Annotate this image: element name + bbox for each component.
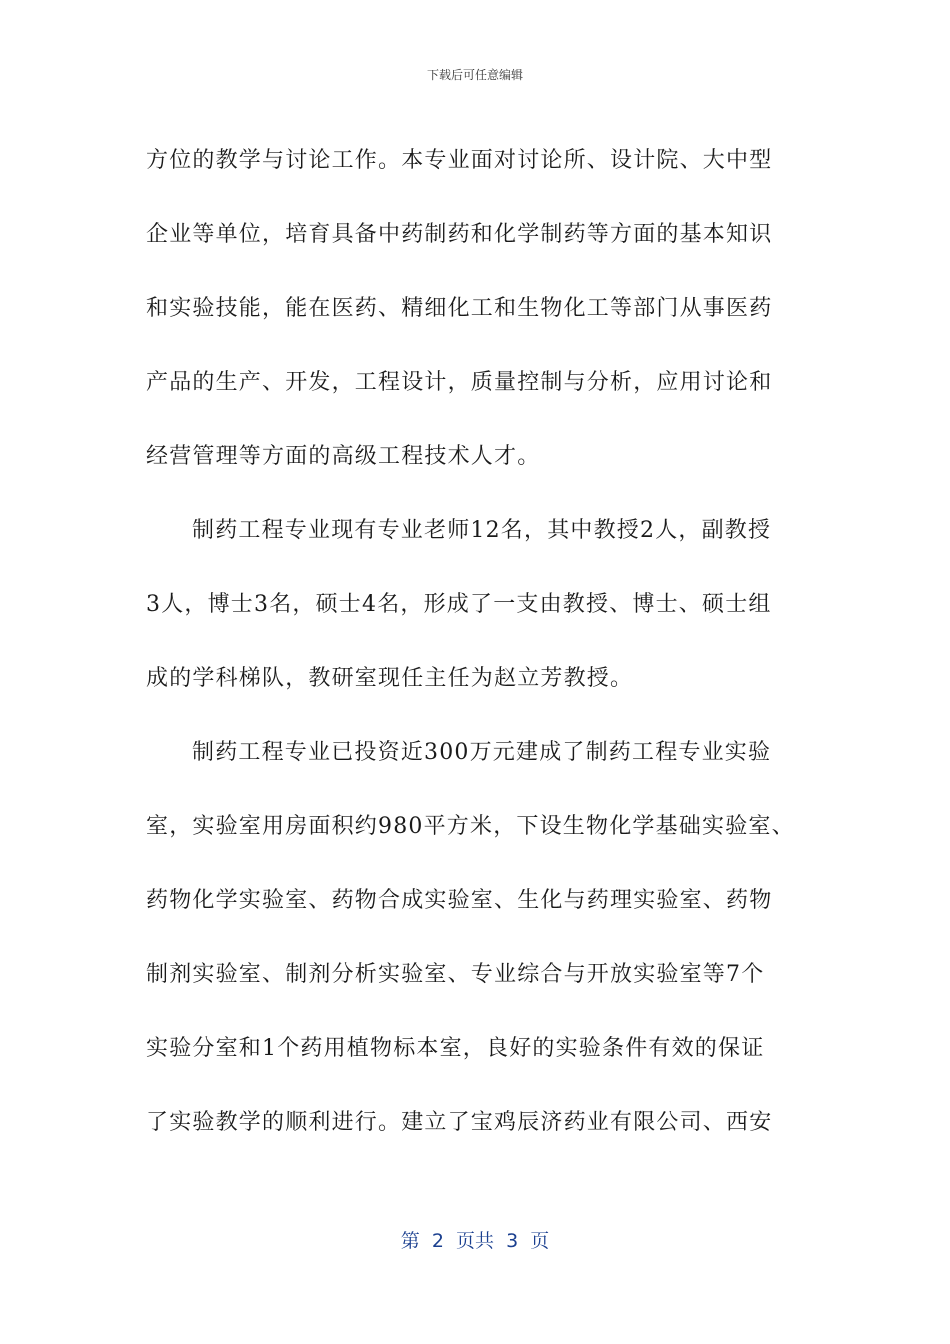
- page-number-footer: 第 2 页共 3 页: [400, 1230, 550, 1252]
- text-line: 经营管理等方面的高级工程技术人才。: [146, 444, 541, 469]
- paragraph-1: [146, 124, 806, 494]
- text-line: 和实验技能，能在医药、精细化工和生物化工等部门从事医药: [146, 296, 773, 321]
- text-line: 制药工程专业现有专业老师12名，其中教授2人，副教授: [192, 518, 772, 543]
- text-line: 企业等单位，培育具备中药制药和化学制药等方面的基本知识: [146, 222, 773, 247]
- paragraph-3: [146, 716, 806, 1160]
- text-line: 3人，博士3名，硕士4名，形成了一支由教授、博士、硕士组: [146, 592, 772, 617]
- text-line: 药物化学实验室、药物合成实验室、生化与药理实验室、药物: [146, 888, 773, 913]
- text-line: 产品的生产、开发，工程设计，质量控制与分析，应用讨论和: [146, 370, 773, 395]
- page-header-note: 下载后可任意编辑: [426, 68, 523, 82]
- text-line: 方位的教学与讨论工作。本专业面对讨论所、设计院、大中型: [146, 148, 773, 173]
- paragraph-2: [146, 494, 806, 716]
- text-line: 了实验教学的顺利进行。建立了宝鸡辰济药业有限公司、西安: [146, 1110, 773, 1135]
- text-line: 制剂实验室、制剂分析实验室、专业综合与开放实验室等7个: [146, 962, 765, 987]
- text-line: 制药工程专业已投资近300万元建成了制药工程专业实验: [192, 740, 772, 765]
- document-body: [146, 124, 806, 1160]
- text-line: 成的学科梯队，教研室现任主任为赵立芳教授。: [146, 666, 634, 691]
- text-line: 室，实验室用房面积约980平方米，下设生物化学基础实验室、: [146, 814, 795, 839]
- text-line: 实验分室和1个药用植物标本室，良好的实验条件有效的保证: [146, 1036, 765, 1061]
